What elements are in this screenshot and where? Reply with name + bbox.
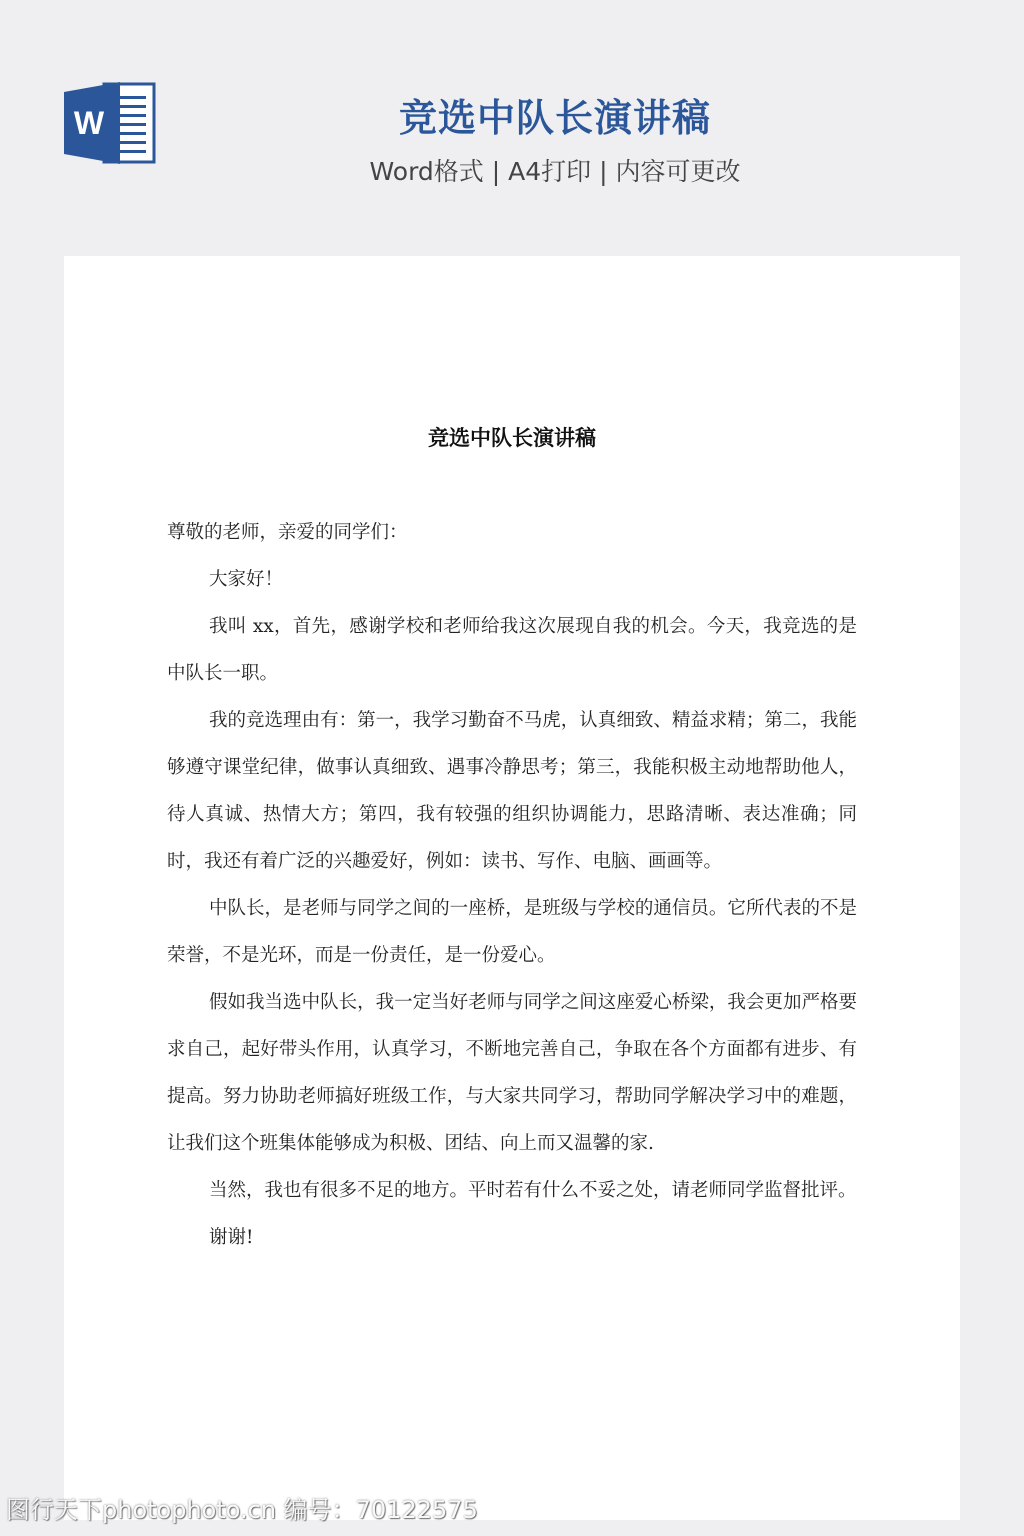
document-title: 竞选中队长演讲稿: [428, 426, 596, 450]
word-icon-letter: W: [73, 105, 105, 141]
header-title: 竞选中队长演讲稿: [398, 96, 711, 140]
header: [0, 0, 1024, 240]
salutation: 尊敬的老师，亲爱的同学们：: [167, 522, 408, 543]
document-body: [167, 509, 857, 1261]
watermark: 图行天下photophoto.cn 编号：70122575: [6, 1496, 478, 1524]
paragraph-intro: 我叫 xx，首先，感谢学校和老师给我这次展现自我的机会。今天，我竞选的是中队长一职。: [167, 616, 857, 684]
closing: 谢谢!: [209, 1227, 254, 1248]
paragraph-reasons: 我的竞选理由有：第一，我学习勤奋不马虎，认真细致、精益求精；第二，我能够遵守课堂纪律，做事认真细致、遇事冷静思考；第三，我能积极主动地帮助他人，待人真诚、热情大方；第四，我有较强的组织协调能力，思路清晰、表达准确；同时，我还有着广泛的兴趣爱好，例如：读书、写作、电脑、画画等。: [167, 710, 857, 872]
paragraph-promise: 假如我当选中队长，我一定当好老师与同学之间这座爱心桥梁，我会更加严格要求自己，起好带头作用，认真学习，不断地完善自己，争取在各个方面都有进步、有提高。努力协助老师搞好班级工作，与大家共同学习，帮助同学解决学习中的难题，让我们这个班集体能够成为积极、团结、向上而又温馨的家.: [167, 992, 857, 1154]
paragraph-shortcomings: 当然，我也有很多不足的地方。平时若有什么不妥之处，请老师同学监督批评。: [209, 1180, 857, 1201]
word-icon: [64, 82, 156, 164]
document-page: [64, 256, 960, 1520]
greeting: 大家好！: [209, 569, 284, 590]
header-subtitle: Word格式 | A4打印 | 内容可更改: [369, 157, 741, 186]
paragraph-role: 中队长，是老师与同学之间的一座桥，是班级与学校的通信员。它所代表的不是荣誉，不是光环，而是一份责任，是一份爱心。: [167, 898, 857, 966]
